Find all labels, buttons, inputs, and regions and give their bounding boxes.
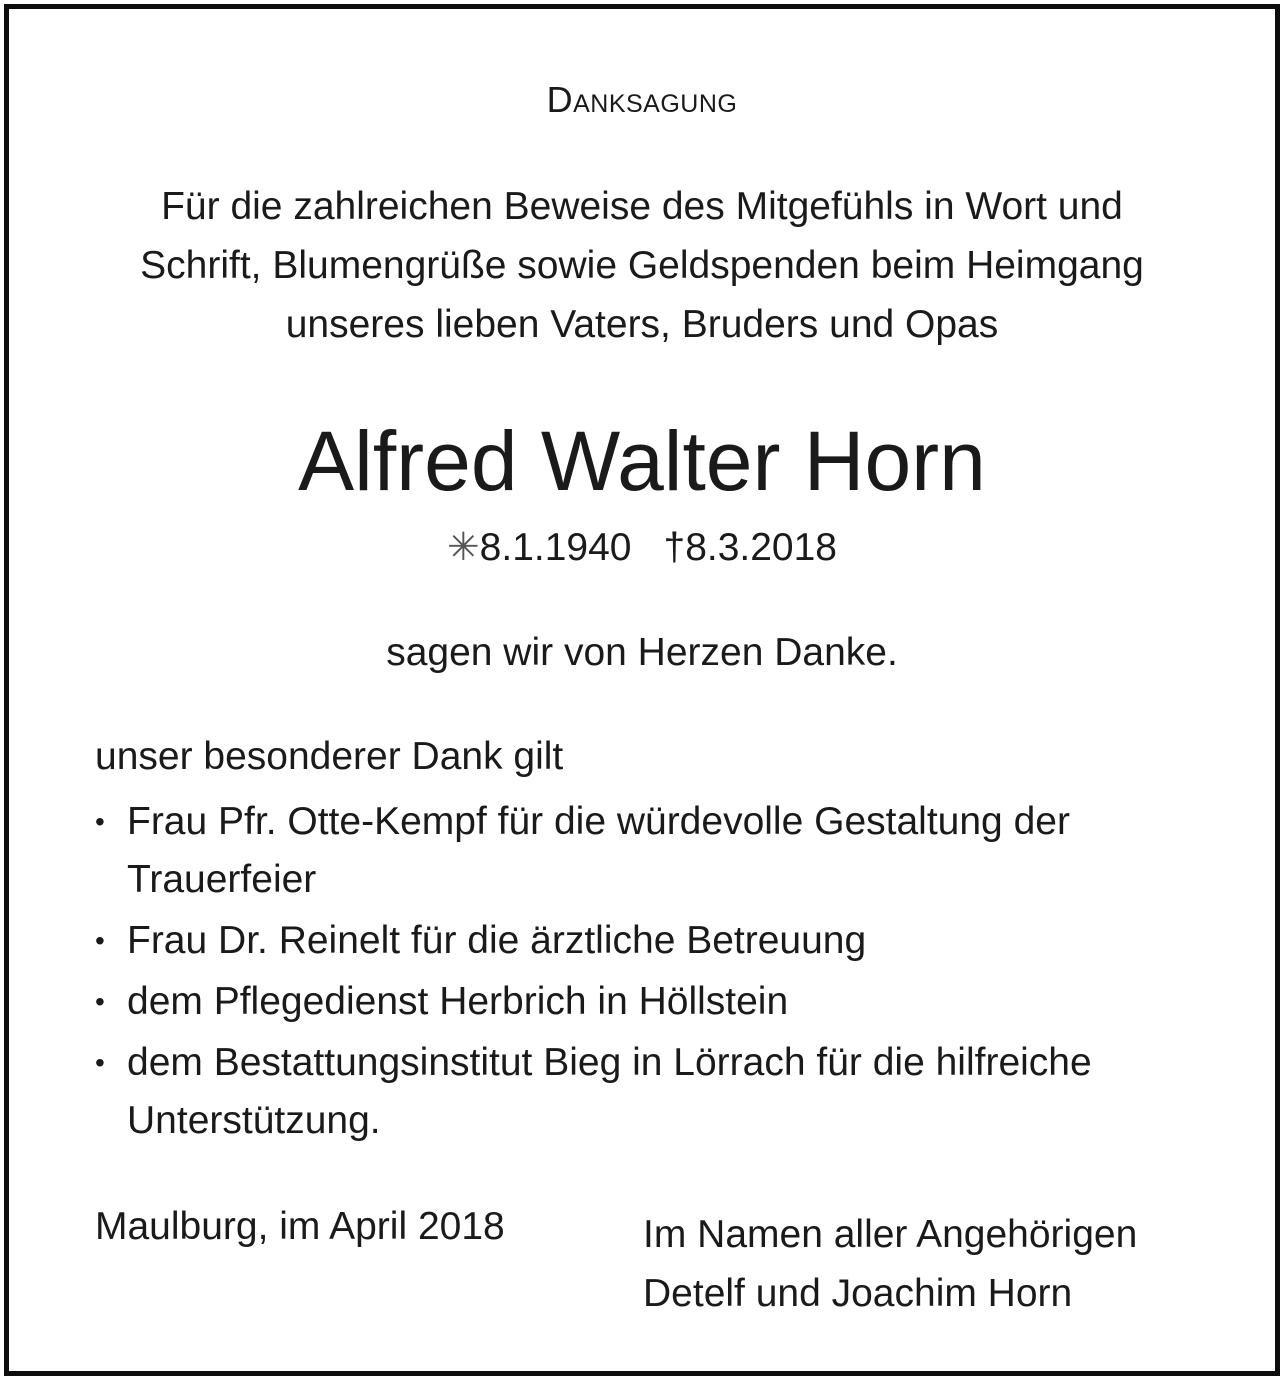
special-thanks-intro: unser besonderer Dank gilt [95,735,564,778]
list-item [95,793,1215,909]
bullet-icon: • [95,806,105,837]
deceased-name: Alfred Walter Horn [298,414,986,508]
bullet-icon: • [95,925,105,956]
signature-line: Im Namen aller Angehörigen [643,1213,1138,1256]
intro-line: unseres lieben Vaters, Bruders und Opas [285,303,999,346]
thanks-line: sagen wir von Herzen Danke. [386,631,898,674]
death-date: 8.3.2018 [685,526,837,569]
special-thanks-list [95,793,1215,1153]
bullet-icon: • [95,1047,105,1078]
signature [643,1205,1137,1323]
birth-star-icon: ✳ [446,526,480,569]
list-item [95,1034,1215,1150]
bullet-icon: • [95,986,105,1017]
life-dates [9,525,1275,570]
notice-frame [4,4,1280,1376]
birth-date: 8.1.1940 [479,526,632,569]
list-item [95,912,1215,970]
list-item-text: Frau Dr. Reinelt für die ärztliche Betreuung [127,919,867,962]
list-item-text: dem Bestattungsinstitut Bieg in Lörrach für die hilfreiche Unterstützung. [127,1041,1092,1142]
list-item-text: Frau Pfr. Otte-Kempf für die würdevolle Gestaltung der Trauerfeier [127,800,1070,901]
death-cross-icon: † [663,526,686,569]
signature-names: Detelf und Joachim Horn [643,1272,1073,1315]
place-date: Maulburg, im April 2018 [95,1205,505,1248]
intro-line: Schrift, Blumengrüße sowie Geldspenden beim Heimgang [140,244,1144,287]
intro-text [9,177,1275,354]
intro-line: Für die zahlreichen Beweise des Mitgefühls in Wort und [161,185,1123,228]
list-item-text: dem Pflegedienst Herbrich in Höllstein [127,980,789,1023]
list-item [95,973,1215,1031]
heading: Danksagung [546,79,738,120]
